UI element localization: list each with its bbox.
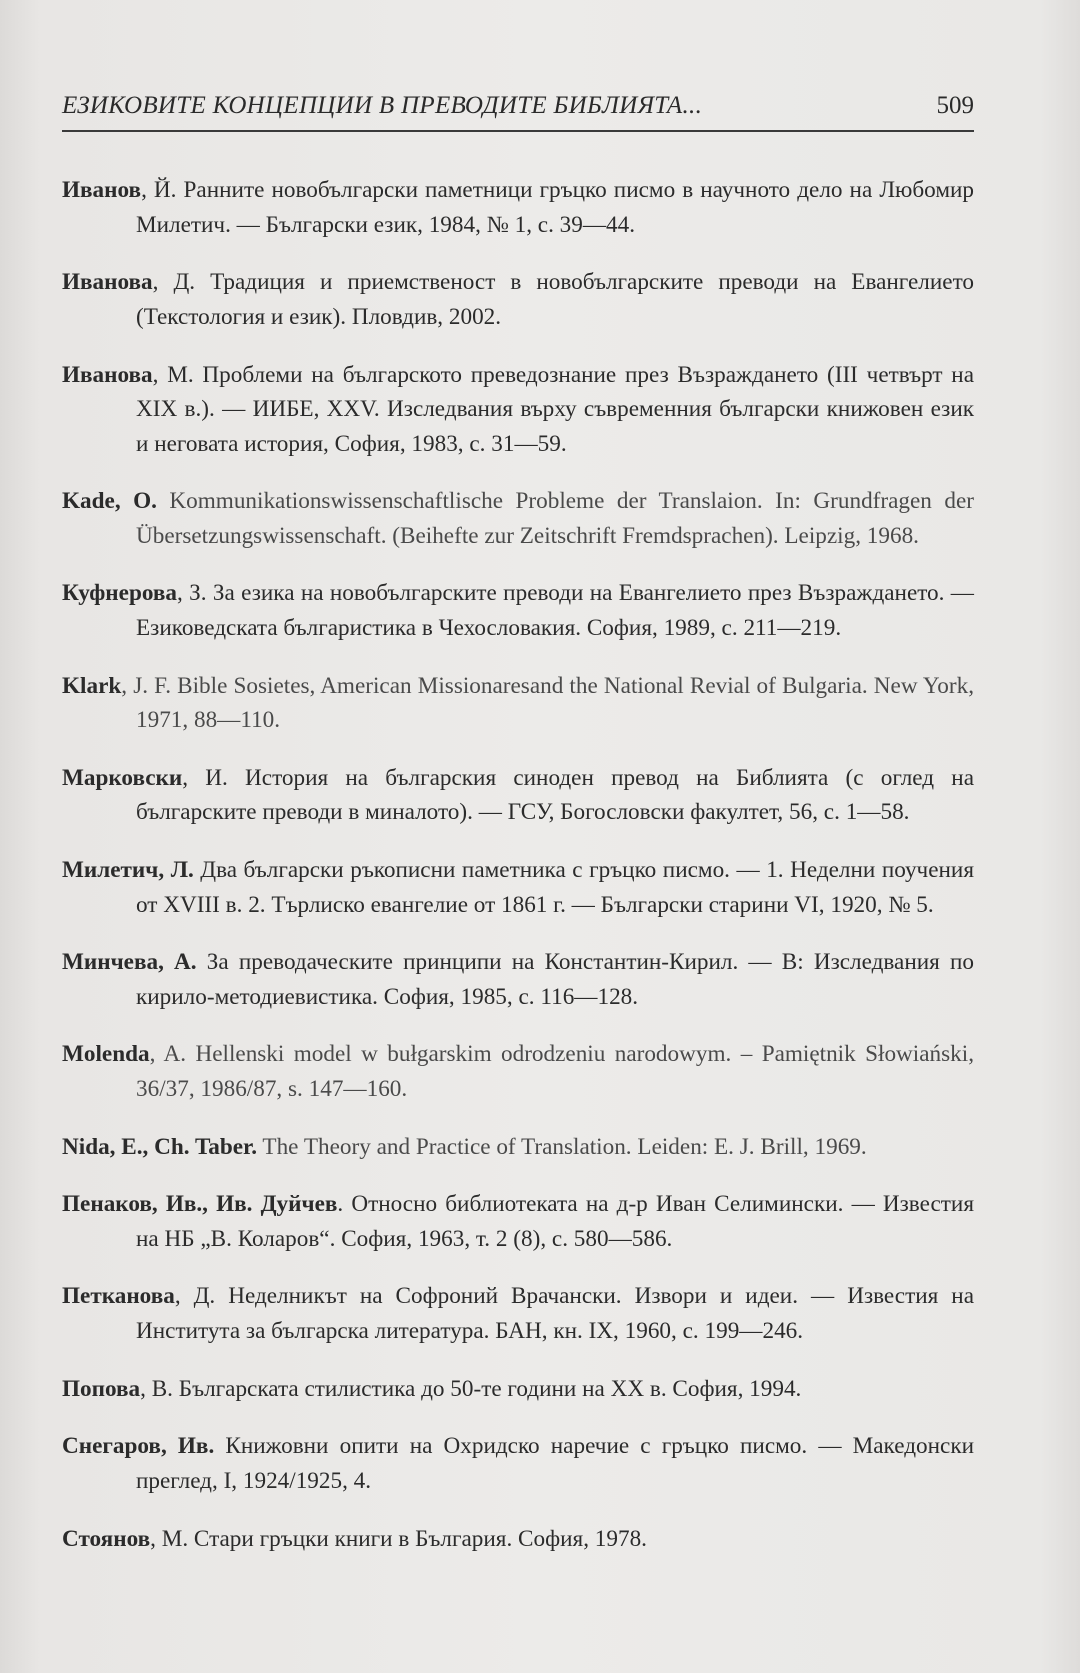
running-title: ЕЗИКОВИТЕ КОНЦЕПЦИИ В ПРЕВОДИТЕ БИБЛИЯТА... xyxy=(62,92,703,119)
entry-author: Иванов xyxy=(62,177,142,204)
entry-author: Kade, O. xyxy=(62,488,157,515)
entry-text: , Й. Ранните новобългарски паметници гръцко писмо в научното дело на Любомир Милетич. — Български език, 1984, № 1, с. 39—44. xyxy=(136,177,974,238)
entry-author: Милетич, Л. xyxy=(62,857,194,883)
bibliography-entry xyxy=(62,265,974,334)
entry-text: Kommunikationswissenschaftlische Probleme der Translaion. In: Grundfragen der Übersetzungswissenschaft. (Beihefte zur Zeitschrift Fremdsprachen). Leipzig, 1968. xyxy=(136,488,974,549)
entry-author: Снегаров, Ив. xyxy=(62,1433,215,1460)
entry-author: Пенаков, Ив., Ив. Дуйчев xyxy=(62,1191,338,1218)
entry-author: Klark xyxy=(62,672,122,699)
entry-text: Книжовни опити на Охридско наречие с гръцко писмо. — Македонски преглед, I, 1924/1925, 4. xyxy=(136,1433,974,1494)
bibliography-entry xyxy=(62,1522,974,1557)
bibliography-entry xyxy=(62,173,974,242)
bibliography-entry xyxy=(62,1130,974,1165)
entry-text: , Д. Традиция и приемственост в новобългарските преводи на Евангелието (Текстология и език). Пловдив, 2002. xyxy=(136,269,974,330)
bibliography-entry xyxy=(62,761,974,830)
entry-author: Стоянов xyxy=(62,1525,151,1552)
bibliography-entry xyxy=(62,1429,974,1498)
page-number: 509 xyxy=(936,92,974,119)
entry-text: За преводаческите принципи на Константин-Кирил. — В: Изследвания по кирило-методиевистика. София, 1985, с. 116—128. xyxy=(136,949,974,1010)
entry-text: . Относно библиотеката на д-р Иван Селимински. — Известия на НБ „В. Коларов“. София, 1963, т. 2 (8), с. 580—586. xyxy=(136,1191,974,1252)
bibliography-entry xyxy=(62,669,974,738)
running-header xyxy=(62,86,974,132)
bibliography-entry xyxy=(62,945,974,1014)
entry-text: , В. Българската стилистика до 50-те години на XX в. София, 1994. xyxy=(140,1375,802,1402)
entry-author: Петканова xyxy=(62,1283,175,1310)
entry-author: Molenda xyxy=(62,1041,150,1068)
entry-author: Иванова xyxy=(62,361,153,388)
entry-text: , И. История на българския синоден превод на Библията (с оглед на българските преводи в миналото). — ГСУ, Богословски факултет, 56, с. 1—58. xyxy=(136,764,974,826)
bibliography-list xyxy=(62,150,974,1559)
entry-text: , J. F. Bible Sosietes, American Missionaresand the National Revial of Bulgaria. New York, 1971, 88—110. xyxy=(121,672,974,734)
entry-text: The Theory and Practice of Translation. Leiden: E. J. Brill, 1969. xyxy=(257,1133,867,1160)
bibliography-entry xyxy=(62,1279,974,1348)
entry-text: , Д. Неделникът на Софроний Врачански. Извори и идеи. — Известия на Института за българска литература. БАН, кн. IX, 1960, с. 199—246. xyxy=(136,1283,974,1344)
bibliography-entry xyxy=(62,358,974,462)
entry-author: Куфнерова xyxy=(62,580,177,607)
entry-text: Два български ръкописни паметника с гръцко писмо. — 1. Неделни поучения от XVIII в. 2. Търлиско евангелие от 1861 г. — Български старини VI, 1920, № 5. xyxy=(136,857,974,918)
bibliography-entry xyxy=(62,1037,974,1106)
entry-author: Попова xyxy=(62,1375,141,1402)
entry-text: , З. За езика на новобългарските преводи на Евангелието през Възраждането. — Езиковедската българистика в Чехословакия. София, 1989, с. 211—219. xyxy=(136,580,974,641)
entry-author: Nida, E., Ch. Taber. xyxy=(62,1133,258,1160)
bibliography-entry xyxy=(62,853,974,922)
entry-text: , A. Hellenski model w bułgarskim odrodzeniu narodowym. – Pamiętnik Słowiański, 36/37, 1986/87, s. 147—160. xyxy=(136,1041,974,1102)
entry-author: Минчева, А. xyxy=(62,949,197,976)
bibliography-entry xyxy=(62,1372,974,1407)
entry-author: Иванова xyxy=(62,269,153,296)
bibliography-entry xyxy=(62,484,974,553)
bibliography-entry xyxy=(62,576,974,645)
entry-text: , М. Проблеми на българското преведознание през Възраждането (III четвърт на XIX в.). — ИИБЕ, XXV. Изследвания върху съвременния български книжовен език и неговата история, София, 1983, с. 31—59. xyxy=(136,361,974,457)
entry-author: Марковски xyxy=(62,764,183,791)
entry-text: , М. Стари гръцки книги в България. София, 1978. xyxy=(150,1525,647,1552)
bibliography-entry xyxy=(62,1187,974,1256)
